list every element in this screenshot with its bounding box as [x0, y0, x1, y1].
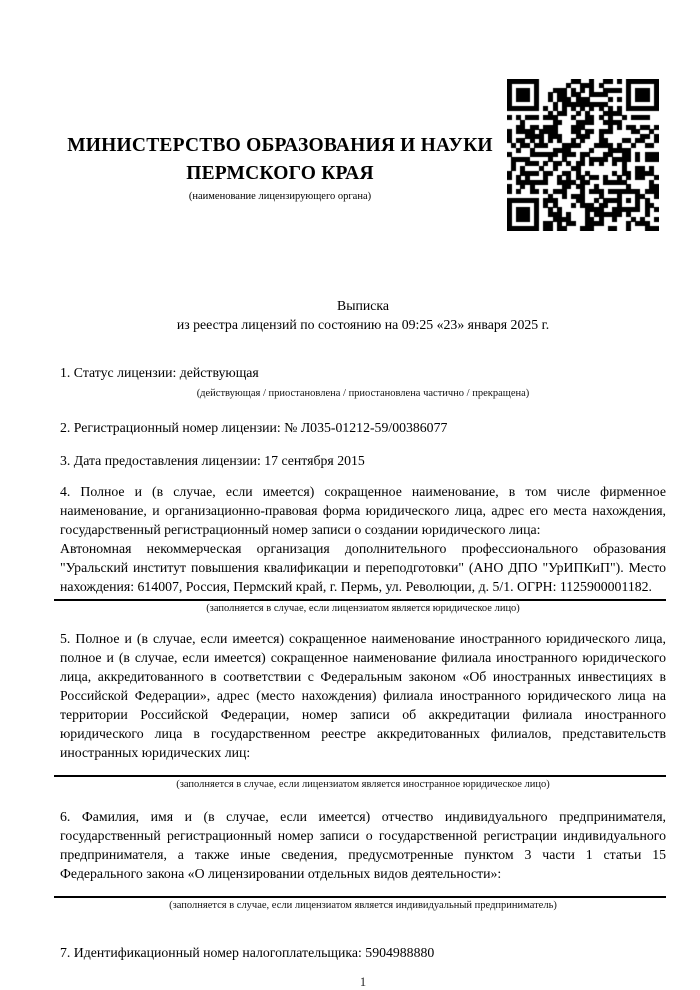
field-individual-entrepreneur-caption: (заполняется в случае, если лицензиатом является индивидуальный предприниматель) — [169, 900, 557, 911]
field-license-status: 1. Статус лицензии: действующая — [60, 365, 259, 380]
licensing-authority-caption: (наименование лицензирующего органа) — [188, 191, 372, 202]
field-registration-number: 2. Регистрационный номер лицензии: № Л035-01212-59/00386077 — [60, 420, 448, 435]
field-individual-entrepreneur-label: 6. Фамилия, имя и (в случае, если имеется) отчество индивидуального предпринимателя, государственный регистрационный номер записи о государственной регистрации индивидуального предпринимателя, а также иные сведения, предусмотренные пунктом 3 части 1 статьи 15 Федерального закона «О лицензировании отдельных видов деятельности»: — [60, 809, 666, 881]
field-foreign-entity-caption: (заполняется в случае, если лицензиатом является иностранное юридическое лицо) — [176, 779, 550, 790]
foreign-entity-fill-line — [54, 775, 666, 777]
individual-entrepreneur-fill-line — [54, 896, 666, 898]
field-taxpayer-number: 7. Идентификационный номер налогоплательщика: 5904988880 — [60, 945, 435, 960]
qr-code — [507, 79, 659, 231]
document-title — [60, 296, 666, 334]
ministry-title-line1: МИНИСТЕРСТВО ОБРАЗОВАНИЯ И НАУКИ — [67, 135, 493, 156]
field-license-status-caption: (действующая / приостановлена / приостановлена частично / прекращена) — [196, 388, 530, 399]
field-legal-entity-caption: (заполняется в случае, если лицензиатом является юридическое лицо) — [206, 603, 520, 614]
legal-entity-fill-line — [54, 599, 666, 601]
field-grant-date: 3. Дата предоставления лицензии: 17 сентября 2015 — [60, 453, 365, 468]
document-title-line1: Выписка — [337, 298, 389, 313]
ministry-title — [60, 132, 500, 188]
page-number: 1 — [359, 975, 367, 989]
field-legal-entity-value: Автономная некоммерческая организация дополнительного профессионального образования "Уральский институт повышения квалификации и переподготовки" (АНО ДПО "УрИПКиП"). Место нахождения: 614007, Россия, Пермский край, г. Пермь, ул. Революции, д. 5/1. ОГРН: 1125900001182. — [60, 541, 666, 594]
field-legal-entity-label: 4. Полное и (в случае, если имеется) сокращенное наименование, в том числе фирменное наименование, и организационно-правовая форма юридического лица, адрес его места нахождения, государственный регистрационный номер записи о создании юридического лица: — [60, 484, 666, 537]
ministry-title-line2: ПЕРМСКОГО КРАЯ — [186, 163, 374, 184]
document-title-line2: из реестра лицензий по состоянию на 09:25 «23» января 2025 г. — [176, 317, 550, 332]
field-foreign-entity-label: 5. Полное и (в случае, если имеется) сокращенное наименование иностранного юридического лица, полное и (в случае, если имеется) сокращенное наименование филиала иностранного юридического лица, аккредитованного в соответствии с Федеральным законом «Об иностранных инвестициях в Российской Федерации», адрес (место нахождения) филиала иностранного юридического лица на территории Российской Федерации, номер записи об аккредитации филиала иностранного юридического лица в государственном реестре аккредитованных филиалов, представительств иностранных юридических лиц: — [60, 631, 666, 760]
